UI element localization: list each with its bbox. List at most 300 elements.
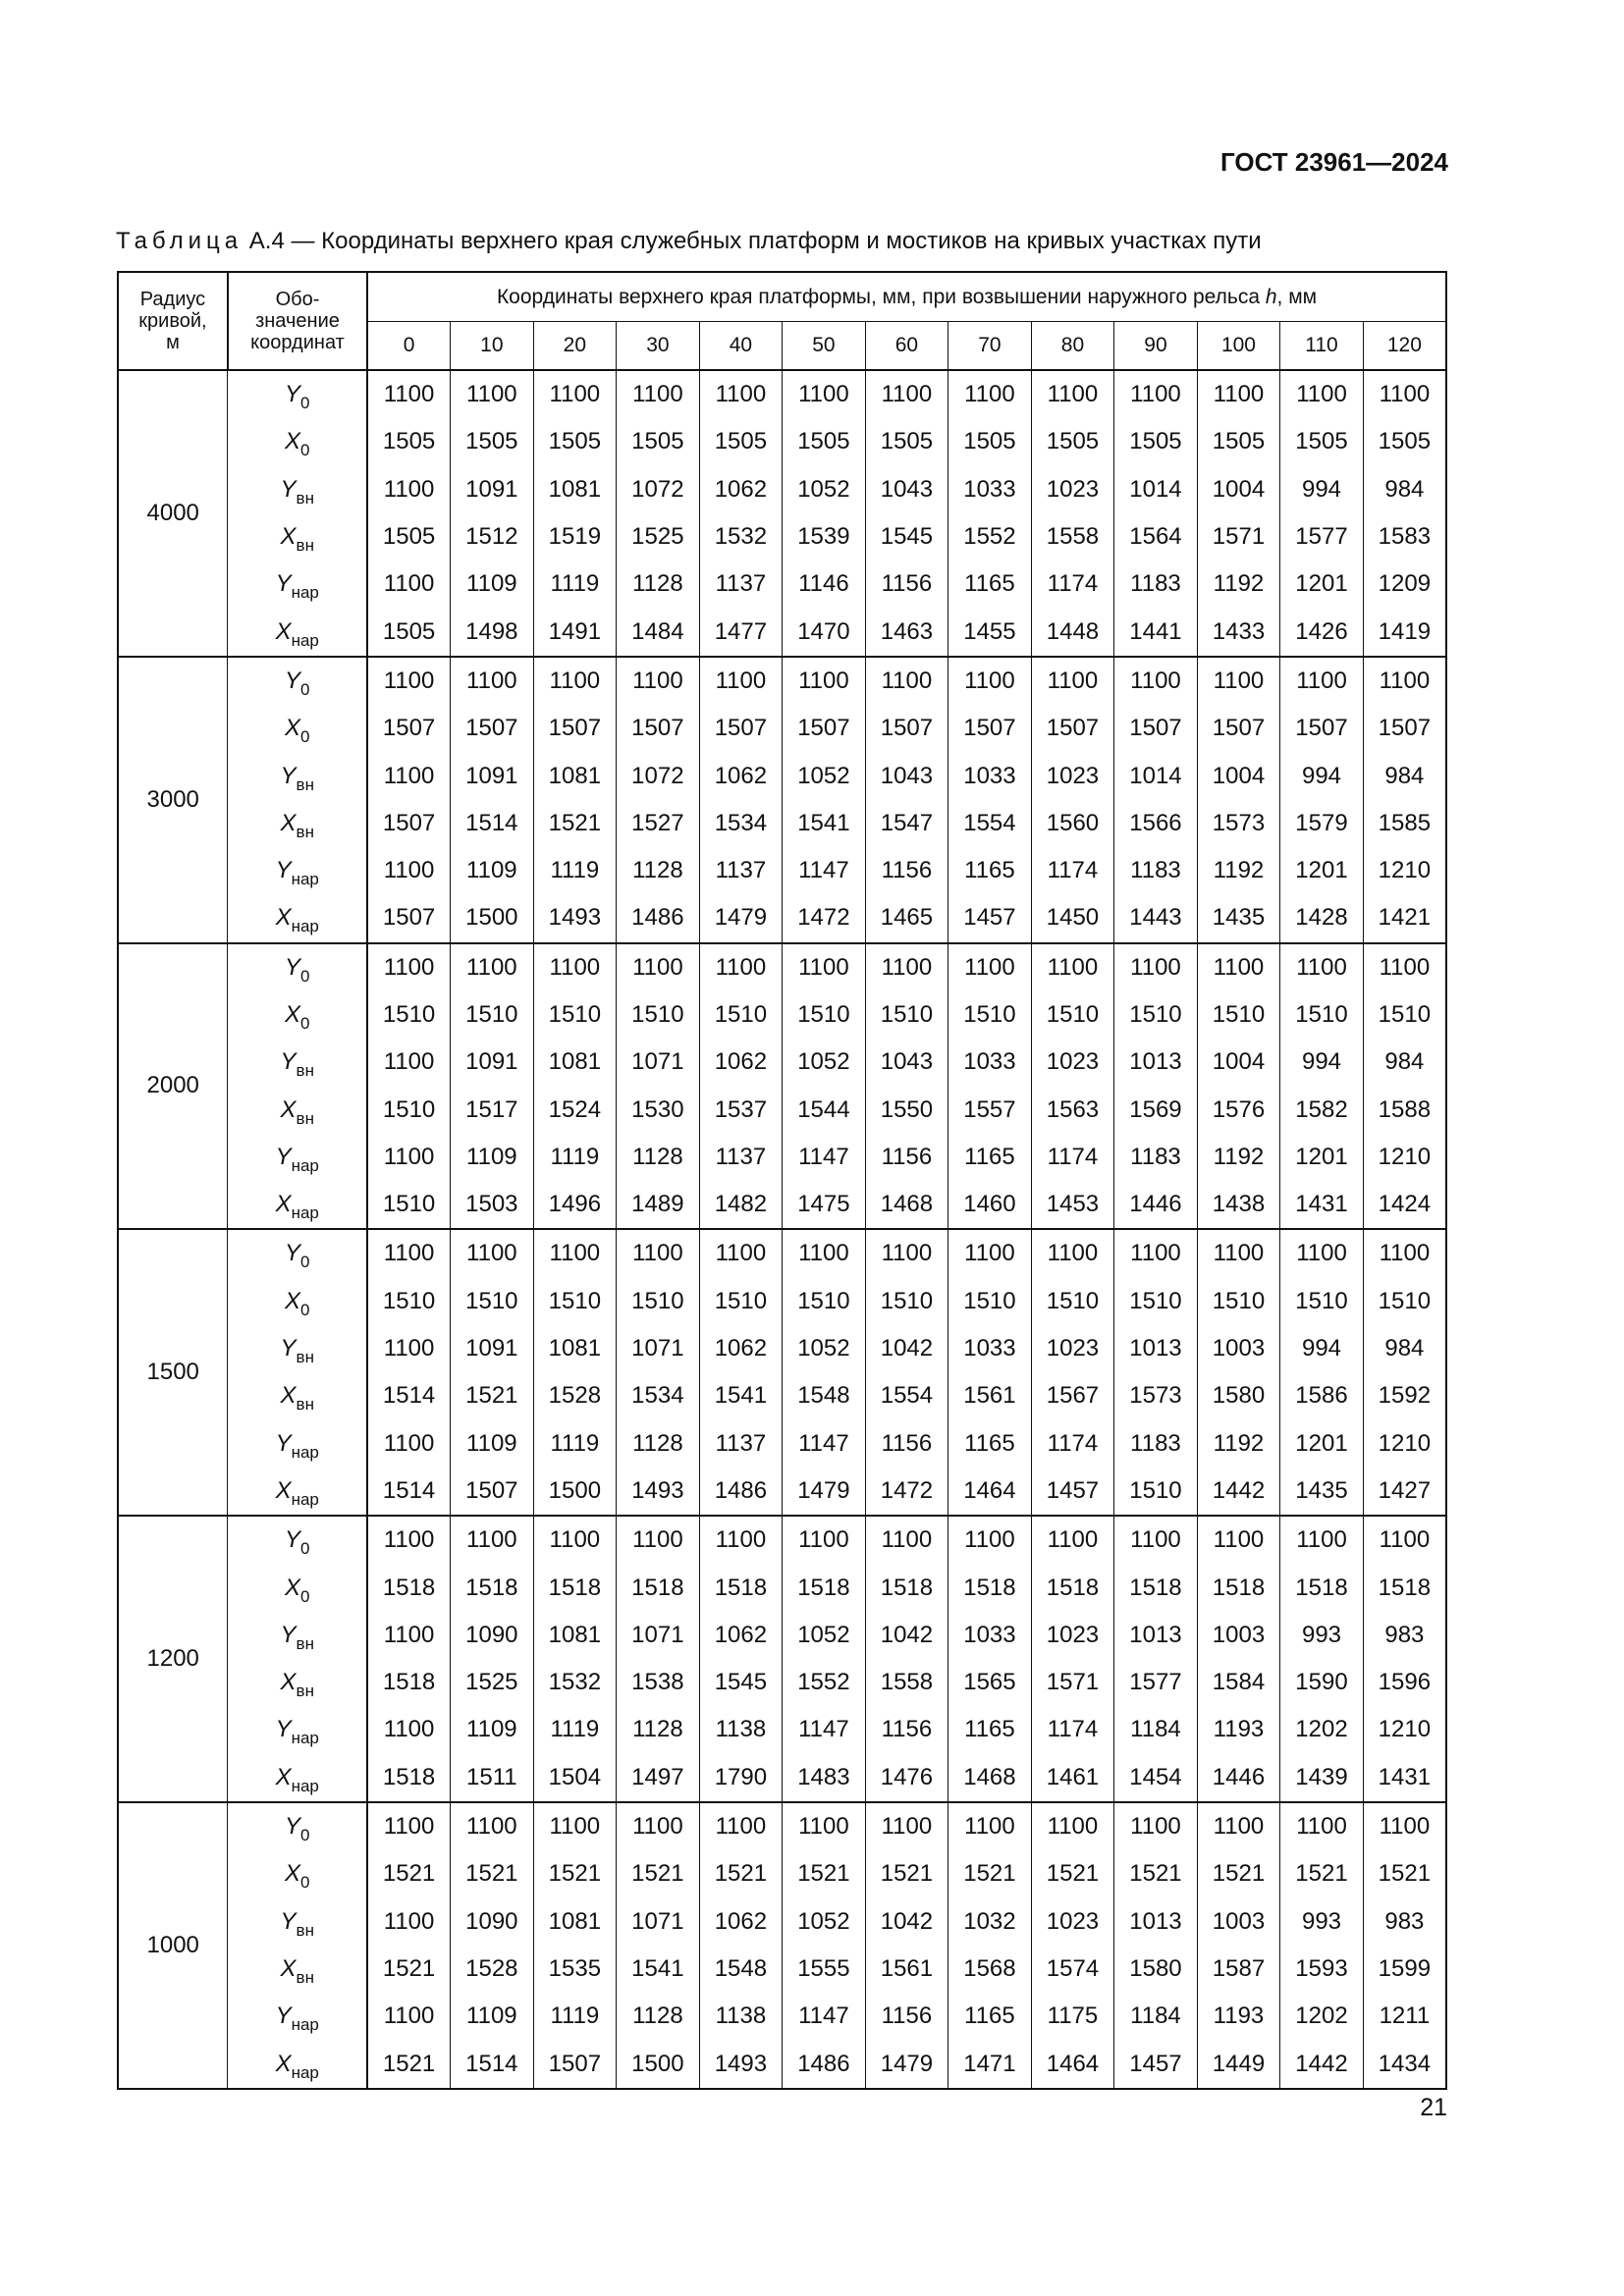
- value-cell: 1538: [617, 1659, 700, 1706]
- value-cell: 1426: [1280, 608, 1364, 656]
- value-cell: 1100: [1031, 1802, 1114, 1850]
- value-cell: 1032: [948, 1898, 1032, 1946]
- value-cell: 1510: [533, 991, 617, 1039]
- value-cell: 1565: [948, 1659, 1032, 1706]
- value-cell: 1518: [1363, 1564, 1446, 1611]
- coordinate-letter: X: [275, 1191, 292, 1218]
- coordinate-symbol: [228, 1706, 367, 1753]
- value-cell: 1033: [948, 752, 1032, 799]
- value-cell: 1561: [865, 1946, 948, 1993]
- value-cell: 1100: [1280, 1802, 1364, 1850]
- value-cell: 1004: [1197, 1039, 1280, 1086]
- elevation-header-110: 110: [1280, 322, 1364, 371]
- coordinate-letter: Y: [275, 570, 292, 598]
- value-cell: 1100: [948, 370, 1032, 418]
- value-cell: 1072: [617, 752, 700, 799]
- coordinate-subscript: нар: [291, 1729, 319, 1748]
- value-cell: 1521: [948, 1850, 1032, 1897]
- coordinate-symbol: [228, 1564, 367, 1611]
- value-cell: 1574: [1031, 1946, 1114, 1993]
- value-cell: 1100: [1114, 657, 1198, 705]
- coordinate-symbol: [228, 1325, 367, 1372]
- value-cell: 1100: [1114, 943, 1198, 991]
- value-cell: 1518: [783, 1564, 866, 1611]
- value-cell: 1521: [451, 1372, 534, 1419]
- value-cell: 1013: [1114, 1898, 1198, 1946]
- value-cell: 1100: [533, 657, 617, 705]
- value-cell: 1510: [1197, 991, 1280, 1039]
- value-cell: 984: [1363, 1325, 1446, 1372]
- value-cell: 1201: [1280, 847, 1364, 894]
- value-cell: 1052: [783, 1039, 866, 1086]
- value-cell: 1507: [1280, 705, 1364, 752]
- value-cell: 1486: [783, 2040, 866, 2088]
- value-cell: 1510: [865, 1278, 948, 1325]
- value-cell: 1128: [617, 561, 700, 608]
- value-cell: 1109: [451, 1993, 534, 2040]
- coordinate-letter: X: [284, 1860, 300, 1888]
- value-cell: 1201: [1280, 561, 1364, 608]
- value-cell: 1174: [1031, 1420, 1114, 1468]
- value-cell: 1033: [948, 1039, 1032, 1086]
- value-cell: 1138: [699, 1706, 783, 1753]
- value-cell: 1446: [1197, 1754, 1280, 1802]
- value-cell: 1510: [1280, 1278, 1364, 1325]
- value-cell: 984: [1363, 1039, 1446, 1086]
- value-cell: 984: [1363, 466, 1446, 513]
- table-row: [118, 1898, 1446, 1946]
- coordinate-symbol: [228, 1229, 367, 1277]
- value-cell: 1510: [1197, 1278, 1280, 1325]
- elevation-header-120: 120: [1363, 322, 1446, 371]
- header-row-1: [118, 272, 1446, 322]
- value-cell: 1156: [865, 1134, 948, 1181]
- value-cell: 1548: [783, 1372, 866, 1419]
- value-cell: 1100: [1031, 370, 1114, 418]
- radius-cell: 1200: [118, 1516, 228, 1802]
- coordinate-letter: X: [284, 1287, 300, 1314]
- coordinate-symbol: [228, 1134, 367, 1181]
- table-row: [118, 1181, 1446, 1229]
- value-cell: 1561: [948, 1372, 1032, 1419]
- value-cell: 1527: [617, 800, 700, 847]
- value-cell: 1081: [533, 1325, 617, 1372]
- value-cell: 1548: [699, 1946, 783, 1993]
- value-cell: 1483: [783, 1754, 866, 1802]
- coordinate-symbol: [228, 1946, 367, 1993]
- value-cell: 1535: [533, 1946, 617, 1993]
- value-cell: 1100: [1197, 370, 1280, 418]
- coordinate-subscript: 0: [300, 679, 310, 699]
- value-cell: 983: [1363, 1612, 1446, 1659]
- value-cell: 1588: [1363, 1086, 1446, 1133]
- table-row: [118, 1706, 1446, 1753]
- table-row: [118, 1420, 1446, 1468]
- value-cell: 1518: [617, 1564, 700, 1611]
- value-cell: 1210: [1363, 1134, 1446, 1181]
- value-cell: 1100: [783, 943, 866, 991]
- value-cell: 1003: [1197, 1612, 1280, 1659]
- value-cell: 1554: [865, 1372, 948, 1419]
- value-cell: 1100: [1114, 1229, 1198, 1277]
- value-cell: 993: [1280, 1898, 1364, 1946]
- value-cell: 1100: [1363, 370, 1446, 418]
- value-cell: 1590: [1280, 1659, 1364, 1706]
- value-cell: 1583: [1363, 513, 1446, 561]
- value-cell: 1100: [1197, 1802, 1280, 1850]
- table-caption: [116, 228, 1262, 255]
- value-cell: 1209: [1363, 561, 1446, 608]
- value-cell: 1156: [865, 847, 948, 894]
- value-cell: 1491: [533, 608, 617, 656]
- value-cell: 1100: [367, 752, 451, 799]
- value-cell: 1004: [1197, 466, 1280, 513]
- value-cell: 1558: [865, 1659, 948, 1706]
- value-cell: 1165: [948, 1420, 1032, 1468]
- coordinate-symbol: [228, 1516, 367, 1564]
- value-cell: 1505: [617, 418, 700, 465]
- value-cell: 1434: [1363, 2040, 1446, 2088]
- coordinate-symbol: [228, 561, 367, 608]
- value-cell: 1165: [948, 847, 1032, 894]
- table-body: [118, 370, 1446, 2089]
- value-cell: 1210: [1363, 847, 1446, 894]
- value-cell: 1464: [1031, 2040, 1114, 2088]
- radius-cell: 2000: [118, 943, 228, 1230]
- value-cell: 1442: [1197, 1468, 1280, 1516]
- value-cell: 1100: [367, 847, 451, 894]
- value-cell: 1463: [865, 608, 948, 656]
- value-cell: 1505: [783, 418, 866, 465]
- coordinate-subscript: вн: [296, 1348, 314, 1367]
- value-cell: 1552: [948, 513, 1032, 561]
- table-row: [118, 1086, 1446, 1133]
- value-cell: 1507: [1031, 705, 1114, 752]
- value-cell: 1100: [1363, 1229, 1446, 1277]
- coordinate-subscript: 0: [300, 1014, 310, 1033]
- value-cell: 1100: [451, 657, 534, 705]
- value-cell: 1156: [865, 1993, 948, 2040]
- value-cell: 1442: [1280, 2040, 1364, 2088]
- coordinate-subscript: вн: [296, 1395, 314, 1415]
- value-cell: 1100: [533, 1229, 617, 1277]
- value-cell: 1435: [1197, 894, 1280, 942]
- value-cell: 1128: [617, 1706, 700, 1753]
- value-cell: 1100: [367, 466, 451, 513]
- value-cell: 1091: [451, 1325, 534, 1372]
- value-cell: 1510: [1114, 1468, 1198, 1516]
- coordinate-symbol: [228, 1039, 367, 1086]
- value-cell: 1518: [865, 1564, 948, 1611]
- value-cell: 1514: [451, 2040, 534, 2088]
- coordinate-symbol: [228, 1612, 367, 1659]
- table-row: [118, 370, 1446, 418]
- value-cell: 1518: [451, 1564, 534, 1611]
- value-cell: 1100: [948, 943, 1032, 991]
- value-cell: 1521: [865, 1850, 948, 1897]
- value-cell: 1573: [1114, 1372, 1198, 1419]
- value-cell: 1427: [1363, 1468, 1446, 1516]
- elevation-header-30: 30: [617, 322, 700, 371]
- value-cell: 1573: [1197, 800, 1280, 847]
- coordinate-letter: Y: [275, 1716, 292, 1743]
- coordinate-letter: X: [280, 1954, 297, 1982]
- value-cell: 1554: [948, 800, 1032, 847]
- value-cell: 1003: [1197, 1325, 1280, 1372]
- coordinate-symbol: [228, 1468, 367, 1516]
- value-cell: 1100: [948, 1802, 1032, 1850]
- value-cell: 1100: [865, 1516, 948, 1564]
- value-cell: 1496: [533, 1181, 617, 1229]
- coordinate-subscript: нар: [291, 1442, 319, 1462]
- value-cell: 1419: [1363, 608, 1446, 656]
- value-cell: 1100: [367, 1134, 451, 1181]
- value-cell: 1100: [1197, 657, 1280, 705]
- value-cell: 1100: [533, 1802, 617, 1850]
- coordinate-letter: Y: [280, 1621, 297, 1648]
- coordinate-subscript: 0: [300, 1539, 310, 1559]
- value-cell: 1537: [699, 1086, 783, 1133]
- value-cell: 1100: [367, 1993, 451, 2040]
- value-cell: 1500: [451, 894, 534, 942]
- value-cell: 1100: [1031, 657, 1114, 705]
- value-cell: 1100: [1363, 1516, 1446, 1564]
- value-cell: 1147: [783, 1420, 866, 1468]
- value-cell: 1424: [1363, 1181, 1446, 1229]
- table-row: [118, 1612, 1446, 1659]
- value-cell: 1023: [1031, 752, 1114, 799]
- value-cell: 1521: [533, 1850, 617, 1897]
- value-cell: 1532: [699, 513, 783, 561]
- value-cell: 983: [1363, 1898, 1446, 1946]
- value-cell: 1472: [865, 1468, 948, 1516]
- value-cell: 994: [1280, 752, 1364, 799]
- value-cell: 1156: [865, 1420, 948, 1468]
- coordinate-symbol: [228, 752, 367, 799]
- value-cell: 1505: [451, 418, 534, 465]
- value-cell: 1521: [367, 2040, 451, 2088]
- value-cell: 1071: [617, 1039, 700, 1086]
- value-cell: 1100: [367, 1516, 451, 1564]
- value-cell: 1507: [533, 705, 617, 752]
- value-cell: 1100: [367, 1420, 451, 1468]
- value-cell: 1428: [1280, 894, 1364, 942]
- value-cell: 1100: [451, 370, 534, 418]
- coordinate-symbol: [228, 418, 367, 465]
- table-head: [118, 272, 1446, 370]
- value-cell: 1510: [1363, 1278, 1446, 1325]
- coordinate-symbol: [228, 466, 367, 513]
- value-cell: 1528: [533, 1372, 617, 1419]
- value-cell: 1165: [948, 1134, 1032, 1181]
- value-cell: 1479: [783, 1468, 866, 1516]
- caption-lead: Таблица: [116, 228, 244, 254]
- coordinate-letter: X: [275, 2050, 292, 2077]
- value-cell: 1521: [1114, 1850, 1198, 1897]
- table-row: [118, 705, 1446, 752]
- table-row: [118, 752, 1446, 799]
- coordinate-subscript: вн: [296, 1920, 314, 1940]
- value-cell: 1100: [1114, 1516, 1198, 1564]
- value-cell: 1100: [617, 943, 700, 991]
- value-cell: 1023: [1031, 1898, 1114, 1946]
- value-cell: 1510: [699, 1278, 783, 1325]
- value-cell: 1100: [367, 657, 451, 705]
- value-cell: 994: [1280, 1039, 1364, 1086]
- value-cell: 1100: [699, 657, 783, 705]
- value-cell: 1128: [617, 847, 700, 894]
- value-cell: 1521: [367, 1946, 451, 1993]
- value-cell: 1147: [783, 847, 866, 894]
- table-row: [118, 1134, 1446, 1181]
- value-cell: 1100: [699, 1229, 783, 1277]
- coordinate-subscript: нар: [291, 2015, 319, 2035]
- value-cell: 1448: [1031, 608, 1114, 656]
- value-cell: 1580: [1197, 1372, 1280, 1419]
- value-cell: 1577: [1280, 513, 1364, 561]
- value-cell: 1518: [948, 1564, 1032, 1611]
- coordinate-subscript: 0: [300, 1826, 310, 1845]
- value-cell: 1534: [617, 1372, 700, 1419]
- value-cell: 1100: [617, 657, 700, 705]
- value-cell: 1100: [865, 1229, 948, 1277]
- coordinate-symbol: [228, 1802, 367, 1850]
- value-cell: 1109: [451, 847, 534, 894]
- value-cell: 1090: [451, 1612, 534, 1659]
- value-cell: 1507: [948, 705, 1032, 752]
- value-cell: 1062: [699, 1325, 783, 1372]
- value-cell: 1521: [617, 1850, 700, 1897]
- value-cell: 1505: [1031, 418, 1114, 465]
- coordinate-symbol: [228, 705, 367, 752]
- value-cell: 1585: [1363, 800, 1446, 847]
- value-cell: 1100: [1280, 657, 1364, 705]
- value-cell: 1174: [1031, 561, 1114, 608]
- value-cell: 1192: [1197, 1134, 1280, 1181]
- value-cell: 1532: [533, 1659, 617, 1706]
- value-cell: 1100: [367, 561, 451, 608]
- coordinate-subscript: нар: [291, 1203, 319, 1223]
- coordinate-letter: X: [284, 1574, 300, 1601]
- coordinate-subscript: 0: [300, 1873, 310, 1893]
- table-row: [118, 847, 1446, 894]
- coordinate-letter: Y: [275, 1429, 292, 1457]
- elevation-header-10: 10: [451, 322, 534, 371]
- value-cell: 1484: [617, 608, 700, 656]
- value-cell: 1165: [948, 1993, 1032, 2040]
- value-cell: 1541: [699, 1372, 783, 1419]
- value-cell: 1552: [783, 1659, 866, 1706]
- value-cell: 1192: [1197, 1420, 1280, 1468]
- value-cell: 1137: [699, 1134, 783, 1181]
- value-cell: 1100: [367, 1612, 451, 1659]
- value-cell: 1441: [1114, 608, 1198, 656]
- value-cell: 1100: [948, 1229, 1032, 1277]
- value-cell: 1109: [451, 1420, 534, 1468]
- value-cell: 1449: [1197, 2040, 1280, 2088]
- value-cell: 1521: [1197, 1850, 1280, 1897]
- value-cell: 1505: [865, 418, 948, 465]
- coordinate-symbol: [228, 1181, 367, 1229]
- value-cell: 1100: [367, 1229, 451, 1277]
- coordinate-symbol: [228, 2040, 367, 2088]
- table-row: [118, 1278, 1446, 1325]
- value-cell: 1192: [1197, 561, 1280, 608]
- value-cell: 1517: [451, 1086, 534, 1133]
- value-cell: 1446: [1114, 1181, 1198, 1229]
- value-cell: 1033: [948, 1612, 1032, 1659]
- value-cell: 1156: [865, 561, 948, 608]
- value-cell: 1521: [367, 1850, 451, 1897]
- value-cell: 1109: [451, 561, 534, 608]
- table-row: [118, 1229, 1446, 1277]
- value-cell: 1100: [1031, 1516, 1114, 1564]
- value-cell: 1528: [451, 1946, 534, 1993]
- coordinate-subscript: 0: [300, 1253, 310, 1272]
- value-cell: 1460: [948, 1181, 1032, 1229]
- value-cell: 1525: [617, 513, 700, 561]
- value-cell: 1510: [948, 991, 1032, 1039]
- value-cell: 1100: [865, 370, 948, 418]
- value-cell: 1505: [948, 418, 1032, 465]
- value-cell: 994: [1280, 1325, 1364, 1372]
- value-cell: 1587: [1197, 1946, 1280, 1993]
- value-cell: 1593: [1280, 1946, 1364, 1993]
- value-cell: 993: [1280, 1612, 1364, 1659]
- value-cell: 1100: [533, 1516, 617, 1564]
- value-cell: 1539: [783, 513, 866, 561]
- value-cell: 1175: [1031, 1993, 1114, 2040]
- value-cell: 1510: [1280, 991, 1364, 1039]
- coordinate-letter: X: [275, 904, 292, 932]
- value-cell: 1518: [367, 1564, 451, 1611]
- elevation-header-50: 50: [783, 322, 866, 371]
- value-cell: 1081: [533, 1612, 617, 1659]
- value-cell: 1137: [699, 1420, 783, 1468]
- value-cell: 1510: [367, 1181, 451, 1229]
- table-row: [118, 1802, 1446, 1850]
- value-cell: 1100: [533, 943, 617, 991]
- coordinate-letter: Y: [275, 1143, 292, 1170]
- elevation-header-60: 60: [865, 322, 948, 371]
- value-cell: 1457: [1114, 2040, 1198, 2088]
- coordinate-subscript: вн: [296, 822, 314, 841]
- table-row: [118, 1039, 1446, 1086]
- value-cell: 1486: [617, 894, 700, 942]
- value-cell: 1510: [533, 1278, 617, 1325]
- radius-cell: 1000: [118, 1802, 228, 2089]
- coordinate-letter: X: [280, 809, 297, 836]
- value-cell: 1100: [1197, 943, 1280, 991]
- radius-cell: 1500: [118, 1229, 228, 1516]
- coordinate-letter: X: [280, 1669, 297, 1696]
- value-cell: 1100: [783, 657, 866, 705]
- value-cell: 1586: [1280, 1372, 1364, 1419]
- value-cell: 1062: [699, 752, 783, 799]
- table-row: [118, 1564, 1446, 1611]
- value-cell: 1503: [451, 1181, 534, 1229]
- value-cell: 1100: [1197, 1516, 1280, 1564]
- value-cell: 1555: [783, 1946, 866, 1993]
- value-cell: 1545: [865, 513, 948, 561]
- coordinate-subscript: нар: [291, 583, 319, 603]
- value-cell: 1100: [367, 943, 451, 991]
- value-cell: 1461: [1031, 1754, 1114, 1802]
- value-cell: 1479: [699, 894, 783, 942]
- value-cell: 1505: [1280, 418, 1364, 465]
- value-cell: 1100: [451, 1802, 534, 1850]
- coordinate-subscript: 0: [300, 966, 310, 986]
